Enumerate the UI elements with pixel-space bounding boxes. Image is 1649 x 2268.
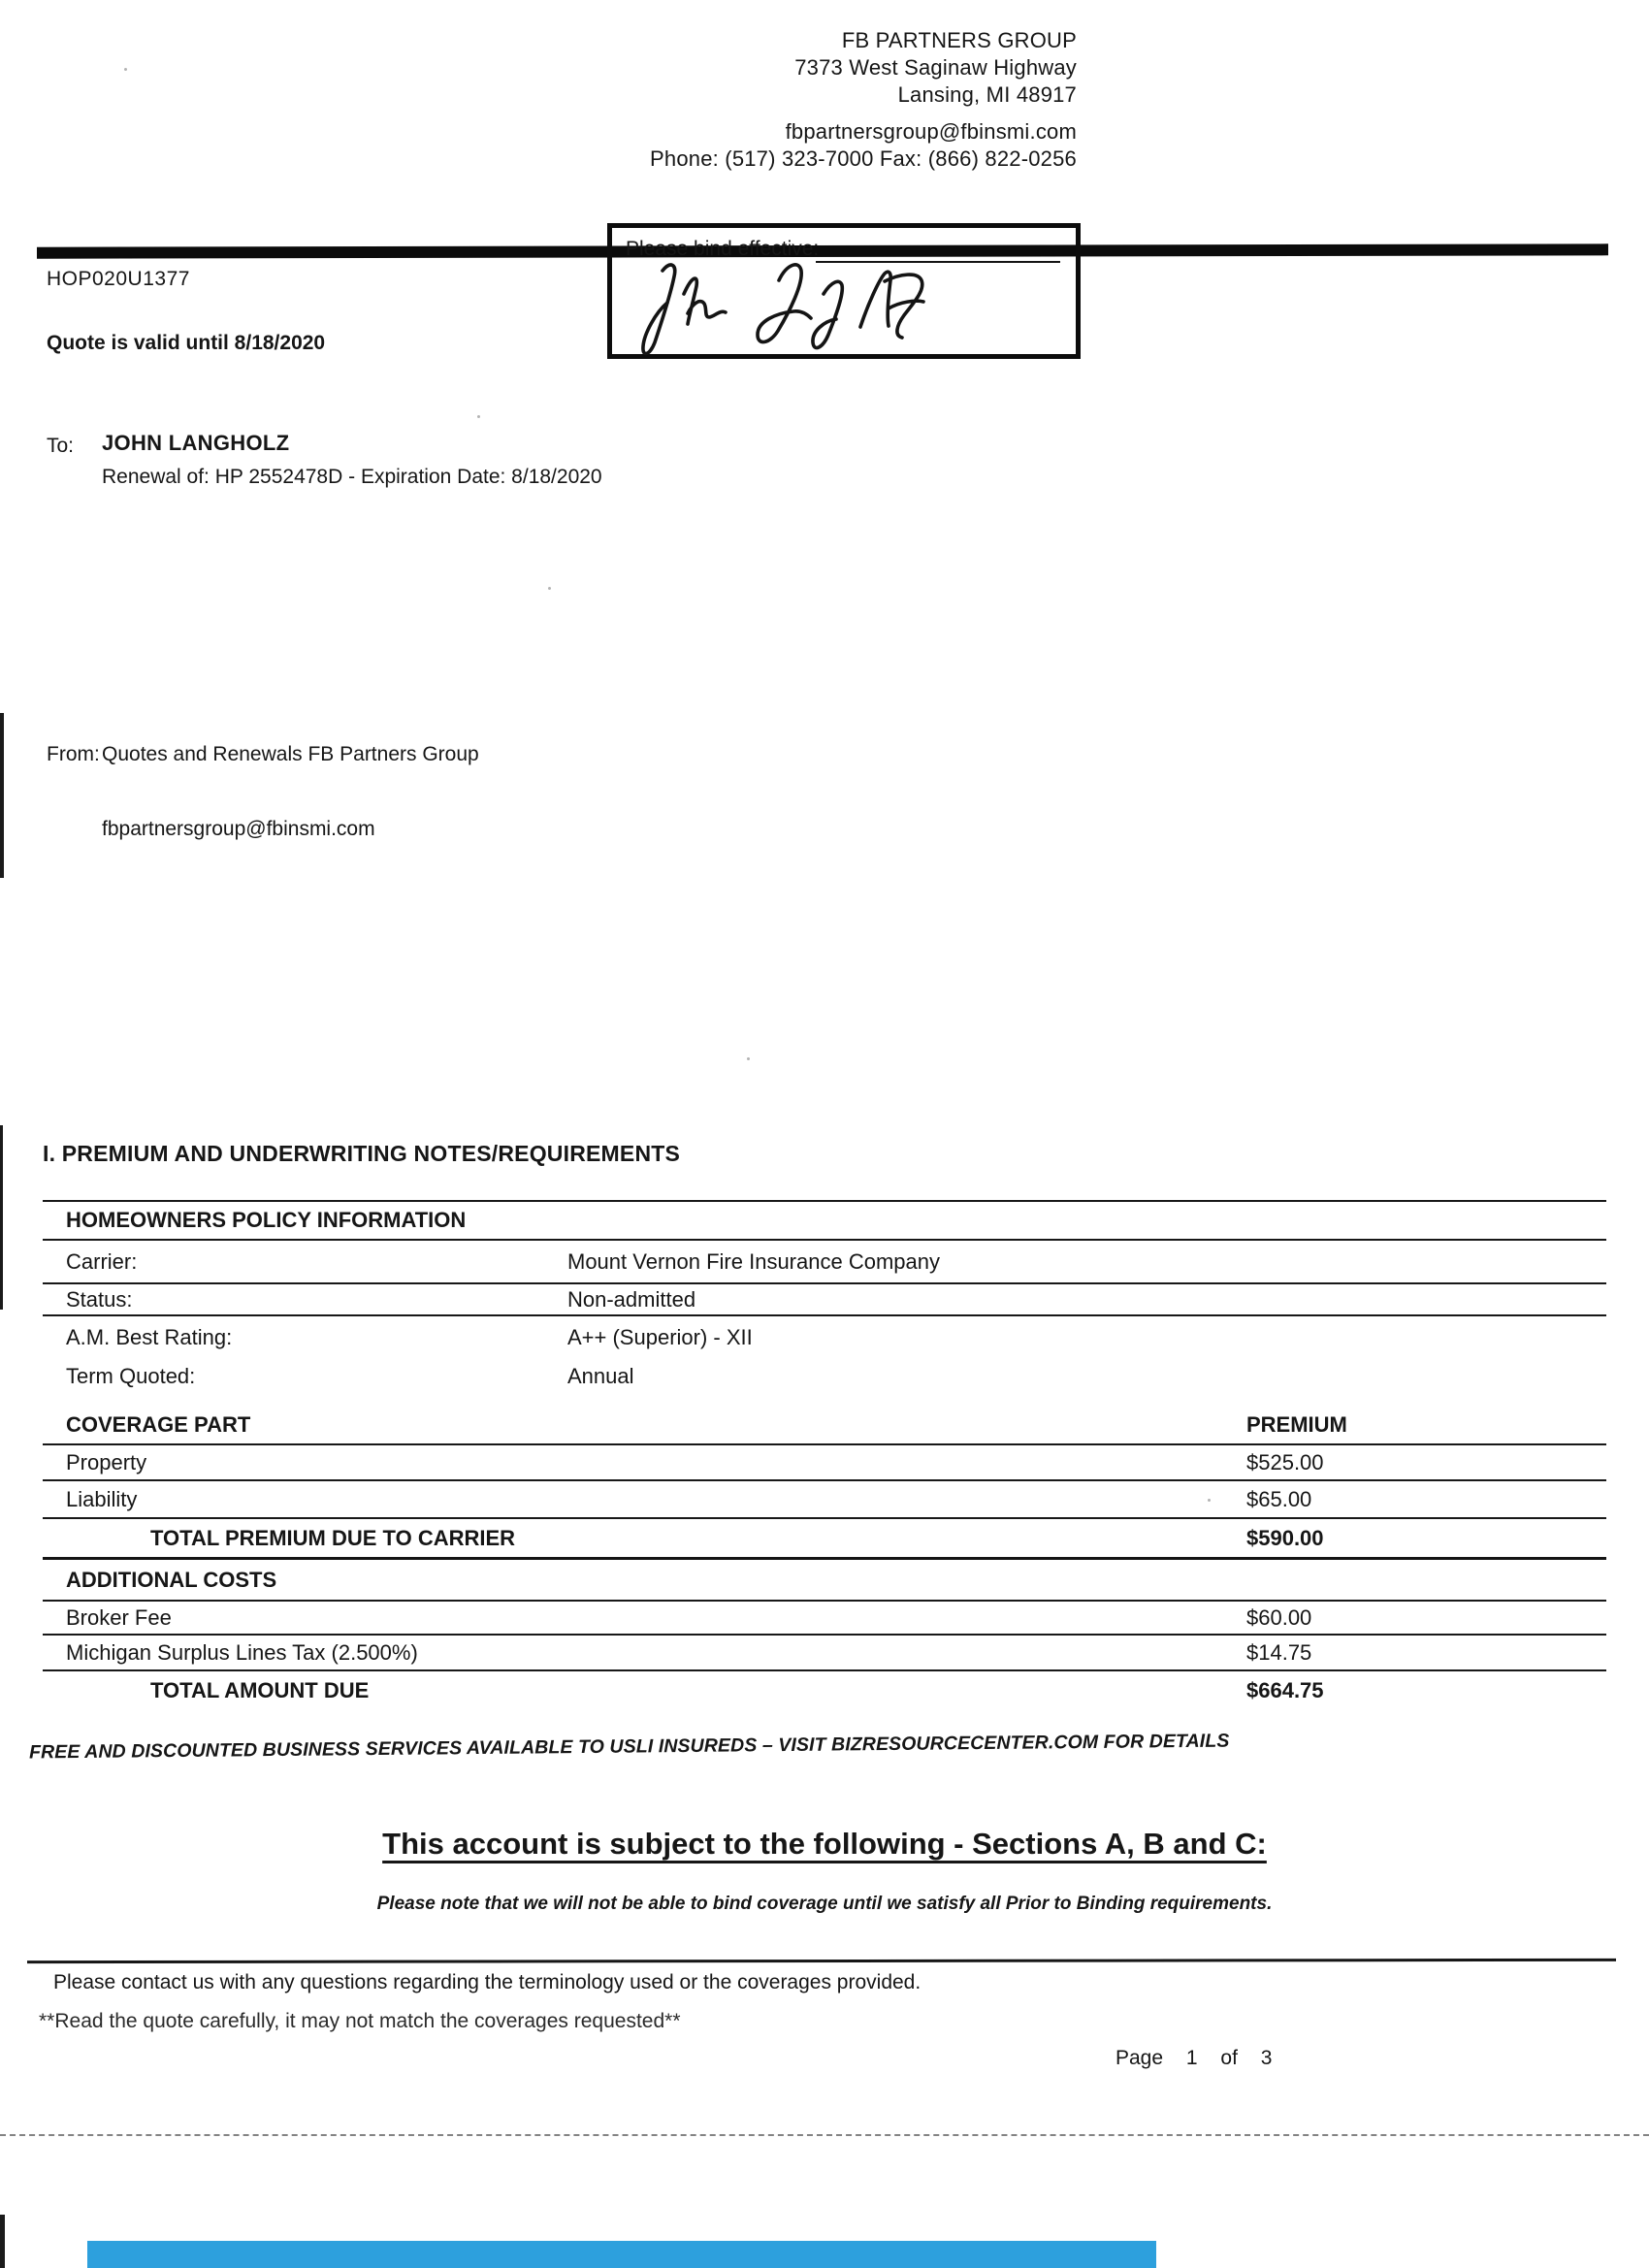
policy-table-header-row [43,1202,1606,1241]
table-row [43,1358,1606,1394]
table-row [43,1636,1606,1671]
table-row [43,1284,1606,1316]
bottom-accent-bar [87,2241,1156,2268]
row-label: Status: [66,1286,133,1312]
binding-requirement-note: Please note that we will not be able to bind coverage until we satisfy all Prior to Binding requirements. [376,1894,1273,1914]
company-name: FB PARTNERS GROUP [841,28,1077,52]
table-row [43,1316,1606,1358]
scan-speck [1208,1499,1211,1502]
policy-table-header: HOMEOWNERS POLICY INFORMATION [66,1208,467,1232]
email-address: fbpartnersgroup@fbinsmi.com [785,119,1077,144]
quote-number: HOP020U1377 [47,268,190,290]
from-label: From: [47,743,100,765]
address-line-2: Lansing, MI 48917 [897,82,1077,107]
scan-artifact-left [0,2215,5,2268]
row-value: Annual [567,1363,634,1388]
row-value: Mount Vernon Fire Insurance Company [567,1248,940,1274]
from-name: Quotes and Renewals FB Partners Group [102,743,479,765]
row-value: $60.00 [1246,1604,1312,1630]
scan-speck [747,1057,750,1060]
section-title: I. PREMIUM AND UNDERWRITING NOTES/REQUIREMENTS [43,1141,681,1166]
subject-heading: This account is subject to the following - Sections A, B and C: [382,1827,1267,1861]
bind-effective-label: Please bind effective: [626,238,820,260]
address-line-1: 7373 West Saginaw Highway [794,55,1077,80]
row-value: Non-admitted [567,1286,696,1312]
row-label: Broker Fee [66,1604,172,1630]
bottom-section-rule [27,1959,1616,1963]
row-value: $65.00 [1246,1486,1312,1511]
faint-divider-line [0,2134,1649,2136]
coverage-header-row [43,1407,1606,1445]
page-number: 1 [1185,2047,1198,2069]
page-total: 3 [1260,2047,1273,2069]
row-value: $525.00 [1246,1449,1324,1474]
row-label: Term Quoted: [66,1363,196,1388]
to-label: To: [47,435,75,457]
total-premium-row [43,1519,1606,1560]
total-amount-due-value: $664.75 [1246,1678,1324,1702]
letterhead-gap [601,109,1077,118]
row-value: $14.75 [1246,1639,1312,1665]
additional-costs-header: ADDITIONAL COSTS [66,1567,277,1592]
table-row [43,1241,1606,1284]
signature [633,253,1060,360]
total-premium-label: TOTAL PREMIUM DUE TO CARRIER [150,1525,516,1550]
usli-services-note: FREE AND DISCOUNTED BUSINESS SERVICES AVAILABLE TO USLI INSUREDS – VISIT BIZRESOURCECENTER.COM FOR DETAILS [28,1730,1230,1764]
scan-artifact-left [0,713,4,878]
additional-costs-header-row [43,1560,1606,1602]
page-indicator [1116,2047,1289,2070]
page-of-label: of [1220,2047,1238,2069]
row-label: Property [66,1449,147,1474]
letterhead [601,27,1077,173]
table-row [43,1481,1606,1519]
scan-speck [124,68,127,71]
row-label: Carrier: [66,1248,138,1274]
policy-info-table [43,1200,1606,1394]
page-label: Page [1116,2047,1164,2069]
recipient-name: JOHN LANGHOLZ [102,431,290,455]
row-label: Michigan Surplus Lines Tax (2.500%) [66,1639,418,1665]
row-label: Liability [66,1486,138,1511]
coverage-table [43,1407,1606,1710]
contact-note: Please contact us with any questions regarding the terminology used or the coverages provided. [53,1971,922,1993]
renewal-line: Renewal of: HP 2552478D - Expiration Date: 8/18/2020 [102,466,602,488]
table-row [43,1445,1606,1481]
read-quote-note: **Read the quote carefully, it may not match the coverages requested** [39,2010,681,2032]
quote-validity: Quote is valid until 8/18/2020 [47,332,326,354]
table-row [43,1602,1606,1636]
from-email: fbpartnersgroup@fbinsmi.com [102,818,375,840]
scan-speck [477,415,480,418]
row-value: A++ (Superior) - XII [567,1324,753,1349]
total-amount-due-label: TOTAL AMOUNT DUE [150,1678,370,1702]
bind-effective-box [607,223,1081,359]
total-amount-due-row [43,1671,1606,1710]
row-label: A.M. Best Rating: [66,1324,233,1349]
scan-speck [548,587,551,590]
total-premium-value: $590.00 [1246,1525,1324,1550]
premium-header: PREMIUM [1246,1412,1347,1437]
scan-artifact-left [0,1125,3,1310]
phone-fax-line: Phone: (517) 323-7000 Fax: (866) 822-0256 [650,146,1077,171]
coverage-part-header: COVERAGE PART [66,1412,251,1437]
